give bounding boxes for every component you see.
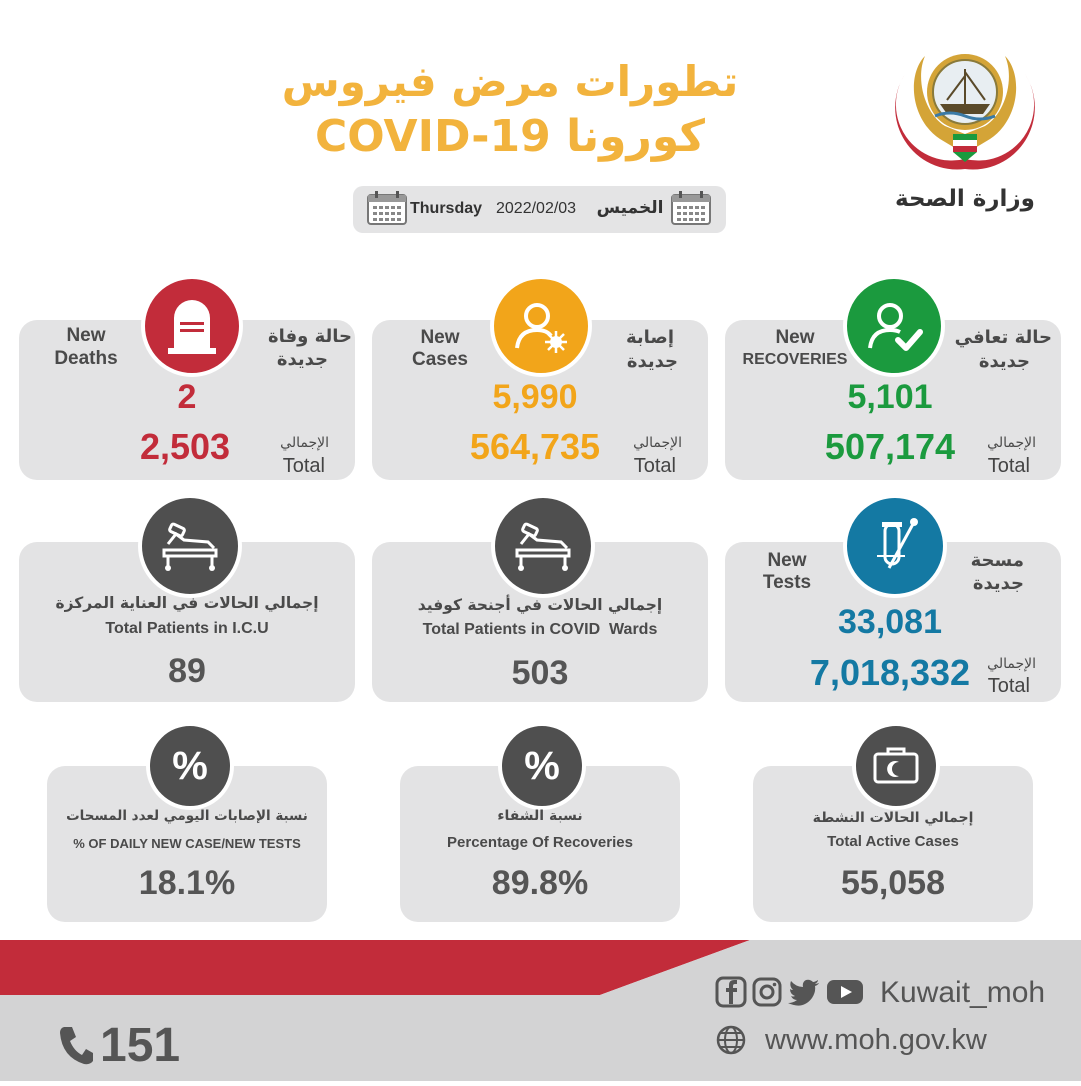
tests-label-ar-1: مسحة <box>970 550 1024 571</box>
recovery-rate-label-ar: نسبة الشفاء <box>497 808 583 824</box>
positivity-label-en: % OF DAILY NEW CASE/NEW TESTS <box>73 836 301 851</box>
active-label-en: Total Active Cases <box>827 833 959 850</box>
deaths-label-en-1: New <box>66 325 106 346</box>
tests-label-en-2: Tests <box>762 572 812 593</box>
medical-kit-icon <box>852 722 940 810</box>
person-virus-icon <box>490 275 592 377</box>
icu-label-en: Total Patients in I.C.U <box>105 620 269 637</box>
calendar-icon <box>366 190 408 231</box>
cases-new-value: 5,990 <box>492 378 578 416</box>
date-day-en: Thursday <box>410 200 483 217</box>
deaths-new-value: 2 <box>177 378 197 416</box>
page-title-line1: تطورات مرض فيروس <box>281 57 739 106</box>
phone-icon <box>58 1024 94 1071</box>
tests-label-ar-2: جديدة <box>972 573 1024 594</box>
recoveries-label-en-1: New <box>775 327 815 348</box>
tests-new-value: 33,081 <box>838 603 942 641</box>
wards-value: 503 <box>511 654 569 692</box>
icu-label-ar: إجمالي الحالات في العناية المركزة <box>55 594 319 612</box>
person-check-icon <box>843 275 945 377</box>
tests-total-value: 7,018,332 <box>809 652 971 693</box>
ministry-name: وزارة الصحة <box>895 186 1035 212</box>
icu-value: 89 <box>168 652 206 690</box>
recoveries-label-en-2: RECOVERIES <box>742 351 848 368</box>
tests-total-en: Total <box>987 675 1030 697</box>
hospital-bed-icon <box>491 494 595 598</box>
recoveries-new-value: 5,101 <box>847 378 933 416</box>
recoveries-total-en: Total <box>987 455 1030 477</box>
instagram-icon[interactable] <box>751 976 783 1008</box>
deaths-label-ar-2: جديدة <box>276 349 328 370</box>
deaths-total-en: Total <box>282 455 325 477</box>
percent-glyph: % <box>172 743 208 788</box>
percent-icon <box>498 722 586 810</box>
deaths-label-ar-1: حالة وفاة <box>267 326 352 347</box>
website-link[interactable]: www.moh.gov.kw <box>765 1024 987 1056</box>
date-value: 2022/02/03 <box>496 200 577 217</box>
recoveries-total-ar: الإجمالي <box>987 435 1036 451</box>
test-tube-swab-icon <box>843 494 947 598</box>
globe-icon <box>715 1024 747 1061</box>
wards-label-en: Total Patients in COVID Wards <box>422 621 658 638</box>
deaths-label-en-2: Deaths <box>54 348 118 369</box>
positivity-value: 18.1% <box>138 864 236 902</box>
hotline-number[interactable]: 151 <box>100 1019 181 1072</box>
active-label-ar: إجمالي الحالات النشطة <box>812 810 974 826</box>
cases-label-en-1: New <box>420 327 460 348</box>
recovery-rate-value: 89.8% <box>491 864 589 902</box>
active-value: 55,058 <box>841 864 945 902</box>
tombstone-icon <box>141 275 243 377</box>
cases-label-ar-1: إصابة <box>626 327 674 348</box>
recoveries-label-ar-1: حالة تعافي <box>954 327 1052 348</box>
percent-icon <box>146 722 234 810</box>
social-icons <box>715 976 865 1008</box>
cases-total-ar: الإجمالي <box>633 435 682 451</box>
ministry-logo <box>885 34 1045 184</box>
percent-glyph: % <box>524 743 560 788</box>
deaths-total-ar: الإجمالي <box>280 435 329 451</box>
recovery-rate-label-en: Percentage Of Recoveries <box>447 834 633 851</box>
cases-total-value: 564,735 <box>469 426 601 467</box>
tests-total-ar: الإجمالي <box>987 656 1036 672</box>
date-day-ar: الخميس <box>596 198 664 218</box>
facebook-icon[interactable] <box>715 976 747 1008</box>
social-handle[interactable]: Kuwait_moh <box>880 976 1046 1009</box>
positivity-label-ar: نسبة الإصابات اليومي لعدد المسحات <box>66 808 308 824</box>
page-title-line2: كورونا COVID-19 <box>315 111 705 162</box>
hospital-bed-icon <box>138 494 242 598</box>
recoveries-label-ar-2: جديدة <box>978 351 1030 372</box>
wards-label-ar: إجمالي الحالات في أجنحة كوفيد <box>417 596 663 614</box>
cases-total-en: Total <box>633 455 676 477</box>
calendar-icon <box>670 190 712 231</box>
twitter-icon[interactable] <box>787 976 821 1008</box>
tests-label-en-1: New <box>767 550 807 571</box>
cases-label-ar-2: جديدة <box>626 351 678 372</box>
cases-label-en-2: Cases <box>412 349 468 370</box>
logo-lettering <box>880 34 1050 54</box>
youtube-icon[interactable] <box>825 976 865 1008</box>
deaths-total-value: 2,503 <box>139 426 231 467</box>
recoveries-total-value: 507,174 <box>824 426 956 467</box>
